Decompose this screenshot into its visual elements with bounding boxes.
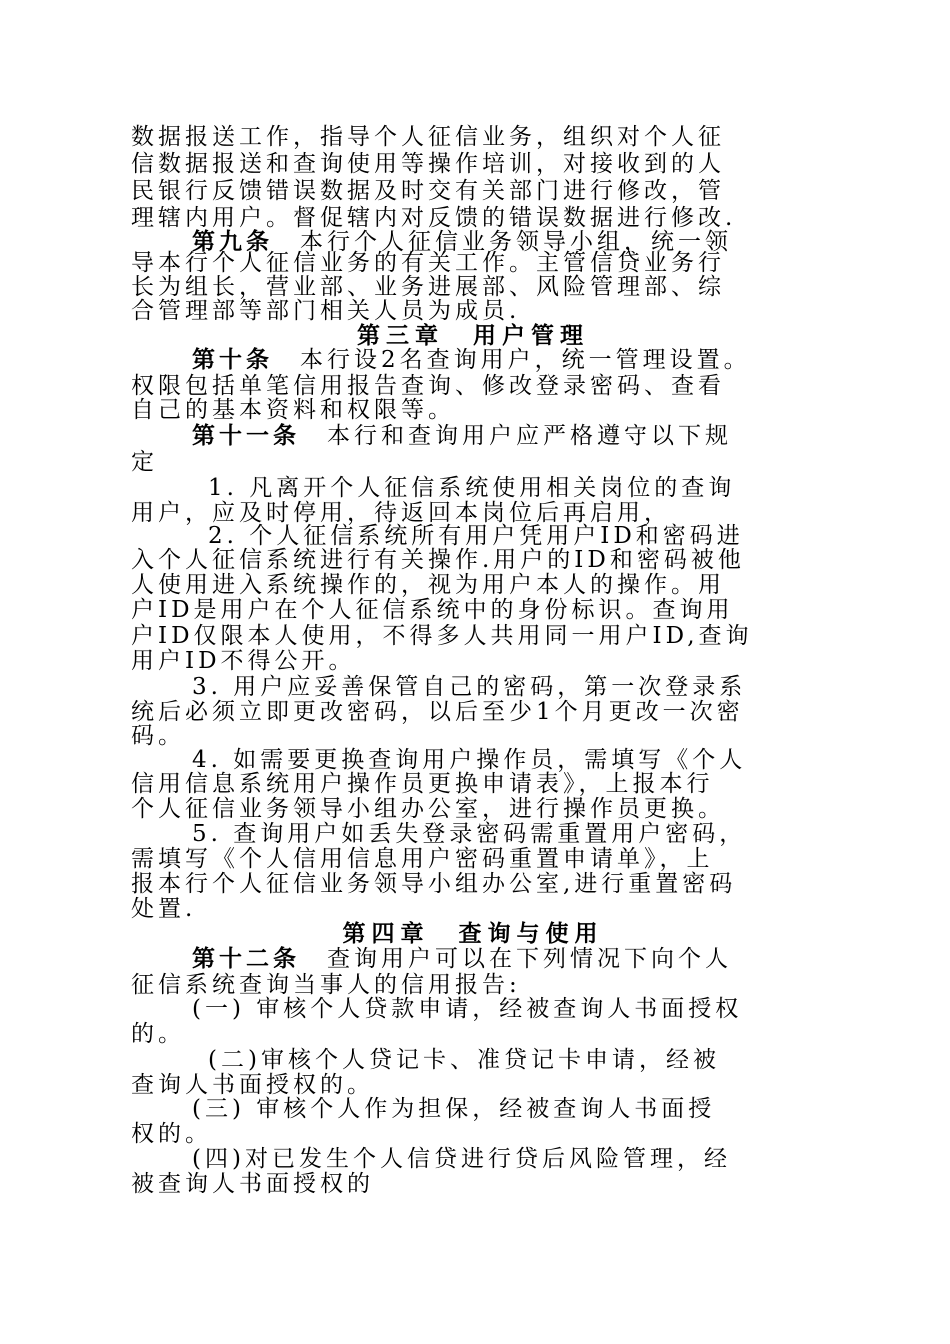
body-line: 入个人征信系统进行有关操作.用户的ID和密码被他 — [131, 547, 745, 573]
body-line: 民银行反馈错误数据及时交有关部门进行修改，管 — [131, 178, 725, 204]
body-line: 自己的基本资料和权限等。 — [131, 397, 455, 423]
article-text: 查询用户可以在下列情况下向个人 — [300, 946, 732, 972]
article-12 — [192, 945, 815, 973]
list-item: 1. 凡离开个人征信系统使用相关岗位的查询 — [208, 475, 736, 501]
article-title: 第十二条 — [192, 945, 300, 972]
body-line: 码。 — [131, 723, 185, 749]
body-line: 导本行个人征信业务的有关工作。主管信贷业务行 — [131, 250, 725, 276]
body-line: 合管理部等部门相关人员为成员. — [131, 298, 521, 324]
body-line: 查询人书面授权的。 — [131, 1072, 374, 1098]
body-line: 的。 — [131, 1021, 185, 1047]
body-line: 信用信息系统用户操作员更换申请表》，上报本行 — [131, 771, 714, 797]
body-line: 统后必须立即更改密码，以后至少1个月更改一次密 — [131, 699, 744, 725]
body-line: 数据报送工作，指导个人征信业务，组织对个人征 — [131, 124, 725, 150]
body-line: 用户，应及时停用，待返回本岗位后再启用， — [131, 500, 671, 526]
body-line: 被查询人书面授权的 — [131, 1171, 374, 1197]
body-line: 人使用进入系统操作的，视为用户本人的操作。用 — [131, 572, 725, 598]
body-line: 个人征信业务领导小组办公室，进行操作员更换。 — [131, 796, 725, 822]
article-title: 第十一条 — [192, 422, 300, 449]
article-11 — [192, 422, 815, 450]
article-10 — [192, 346, 815, 374]
list-item: 4. 如需要更换查询用户操作员，需填写《个人 — [192, 747, 747, 773]
body-line: 报本行个人征信业务领导小组办公室,进行重置密码 — [131, 871, 737, 897]
article-text: 本行个人征信业务领导小组，统一领 — [273, 229, 732, 255]
chapter-heading: 第四章 查询与使用 — [342, 920, 604, 947]
list-item: (四)对已发生个人信贷进行贷后风险管理，经 — [192, 1146, 731, 1172]
article-title: 第十条 — [192, 346, 273, 373]
body-line: 处置. — [131, 896, 197, 922]
body-line: 需填写《个人信用信息用户密码重置申请单》，上 — [131, 846, 714, 872]
list-item: (一) 审核个人贷款申请，经被查询人书面授权 — [192, 996, 743, 1022]
list-item: 3. 用户应妥善保管自己的密码，第一次登录系 — [192, 674, 747, 700]
body-line: 信数据报送和查询使用等操作培训，对接收到的人 — [131, 151, 725, 177]
body-line: 权限包括单笔信用报告查询、修改登录密码、查看 — [131, 373, 725, 399]
body-line: 定 — [131, 449, 158, 475]
chapter-heading: 第三章 用户管理 — [357, 322, 589, 349]
body-line: 权的。 — [131, 1121, 212, 1147]
body-line: 征信系统查询当事人的信用报告: — [131, 972, 521, 998]
list-item: 2. 个人征信系统所有用户凭用户ID和密码进 — [208, 523, 744, 549]
article-title: 第九条 — [192, 228, 273, 255]
body-line: 理辖内用户。督促辖内对反馈的错误数据进行修改. — [131, 205, 737, 231]
list-item: (三) 审核个人作为担保，经被查询人书面授 — [192, 1096, 716, 1122]
article-text: 本行设2名查询用户，统一管理设置。 — [273, 347, 751, 373]
body-line: 户ID仅限本人使用，不得多人共用同一用户ID,查询 — [131, 623, 753, 649]
body-line: 用户ID不得公开。 — [131, 648, 356, 674]
article-text: 本行和查询用户应严格遵守以下规 — [300, 423, 732, 449]
body-line: 户ID是用户在个人征信系统中的身份标识。查询用 — [131, 597, 734, 623]
list-item: (二)审核个人贷记卡、准贷记卡申请，经被 — [208, 1047, 720, 1073]
body-line: 长为组长，营业部、业务进展部、风险管理部、综 — [131, 274, 725, 300]
list-item: 5. 查询用户如丢失登录密码需重置用户密码， — [192, 821, 747, 847]
